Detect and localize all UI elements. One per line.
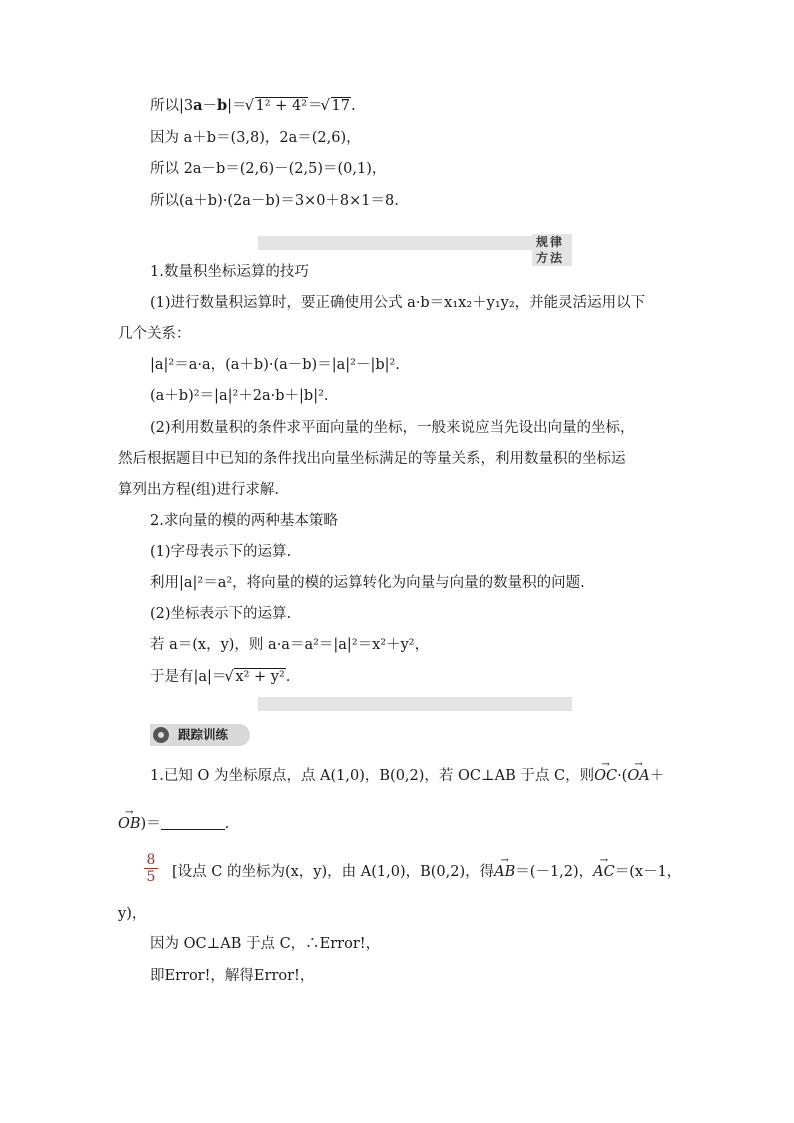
sqrt-expression [226, 667, 285, 687]
text-span: 所以|3 [150, 98, 194, 114]
text-span: － [202, 98, 218, 114]
sqrt-content: x² + y² [235, 669, 285, 685]
text-span: ·( [617, 768, 628, 784]
exercise-question [150, 766, 664, 786]
sqrt-content: 17 [331, 98, 350, 114]
target-icon [150, 724, 172, 746]
solution-line-1 [150, 96, 356, 116]
sqrt-content: 1² + 4² [255, 98, 308, 114]
answer-line-2: 因为 OC⊥AB 于点 C，∴Error!， [150, 936, 381, 952]
vector-oa: → OA [627, 766, 649, 786]
text-span: ＝(－1,2)， [515, 864, 594, 880]
method-paragraph-1-cont: 几个关系： [118, 326, 191, 342]
vector-oc: → OC [594, 766, 617, 786]
text-span: [设点 C 的坐标为(x，y)，由 A(1,0)，B(0,2)，得 [172, 864, 495, 880]
text-span: . [285, 669, 291, 685]
track-training-title: 跟踪训练 [178, 727, 229, 742]
method-heading-2: 2.求向量的模的两种基本策略 [150, 513, 338, 529]
strategy-2: (2)坐标表示下的运算. [150, 606, 292, 622]
answer-line-3: 即Error!，解得Error!， [150, 968, 315, 984]
text-span: 1.已知 O 为坐标原点，点 A(1,0)，B(0,2)，若 OC⊥AB 于点 C，则 [150, 768, 595, 784]
method-formula-2: (a＋b)²＝|a|²＋2a·b＋|b|². [150, 388, 329, 404]
solution-line-2: 因为 a＋b＝(3,8)，2a＝(2,6)， [150, 130, 361, 146]
method-section-bar [258, 235, 572, 265]
answer-fraction [144, 852, 158, 885]
strategy-2-result [150, 667, 290, 687]
text-span: ＝ [308, 98, 323, 114]
answer-blank[interactable] [161, 815, 225, 830]
text-span: )＝ [140, 816, 161, 832]
solution-line-3: 所以 2a－b＝(2,6)－(2,5)＝(0,1)， [150, 161, 387, 177]
text-span: ＋ [649, 768, 665, 784]
answer-denominator: 5 [146, 869, 156, 885]
strategy-2-detail: 若 a＝(x，y)，则 a·a＝a²＝|a|²＝x²＋y²， [150, 637, 430, 653]
answer-line-1 [172, 862, 681, 882]
method-section-title: 规律方法 [532, 234, 572, 266]
method-heading-1: 1.数量积坐标运算的技巧 [150, 264, 309, 280]
solution-line-4: 所以(a＋b)·(2a－b)＝3×0＋8×1＝8. [150, 193, 399, 209]
method-paragraph-2-cont: 然后根据题目中已知的条件找出向量坐标满足的等量关系，利用数量积的坐标运 [118, 451, 626, 467]
method-paragraph-2-cont2: 算列出方程(组)进行求解. [118, 482, 279, 498]
strategy-1-detail: 利用|a|²＝a²，将向量的模的运算转化为向量与向量的数量积的问题. [150, 575, 585, 591]
exercise-question-cont [118, 814, 229, 834]
sqrt-expression [323, 96, 351, 116]
vector-ab: → AB [494, 862, 515, 882]
text-span: 于是有|a|＝ [150, 669, 227, 685]
text-span: . [350, 98, 356, 114]
vector-ob: → OB [118, 814, 141, 834]
vector-b: b [217, 97, 228, 114]
vector-a: a [193, 97, 203, 114]
text-span: ＝(x－1， [614, 864, 682, 880]
method-paragraph-2: (2)利用数量积的条件求平面向量的坐标，一般来说应当先设出向量的坐标， [150, 420, 635, 436]
method-formula-1: |a|²＝a·a，(a＋b)·(a－b)＝|a|²－|b|². [150, 357, 400, 373]
section-divider-bar [258, 697, 572, 711]
text-span: . [224, 816, 230, 832]
text-span: |＝ [227, 98, 247, 114]
vector-ac: → AC [593, 862, 615, 882]
sqrt-expression [247, 96, 308, 116]
track-training-badge [150, 724, 250, 746]
answer-numerator: 8 [144, 852, 158, 869]
answer-line-1-cont: y)， [118, 906, 147, 922]
strategy-1: (1)字母表示下的运算. [150, 544, 292, 560]
method-paragraph-1: (1)进行数量积运算时，要正确使用公式 a·b＝x₁x₂＋y₁y₂，并能灵活运用以下 [150, 295, 646, 311]
